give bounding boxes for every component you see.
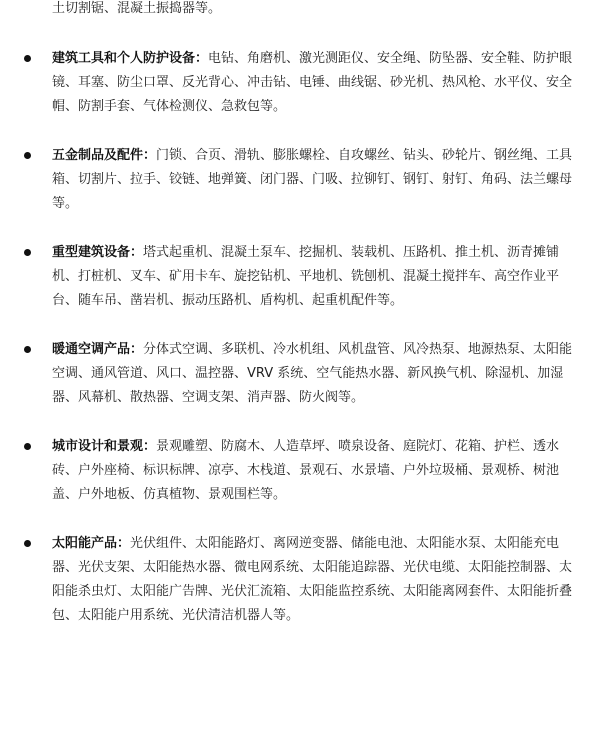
- bullet-icon: [24, 443, 31, 450]
- item-body: 分体式空调、多联机、冷水机组、风机盘管、风冷热泵、地源热泵、太阳能空调、通风管道、风口、温控器、VRV 系统、空气能热水器、新风换气机、除湿机、加湿器、风幕机、散热器、空调支架、消声器、防火阀等。: [52, 342, 573, 405]
- item-title: 建筑工具和个人防护设备：: [52, 51, 209, 66]
- bullet-icon: [24, 540, 31, 547]
- list-item: [22, 47, 579, 119]
- bullet-icon: [24, 55, 31, 62]
- item-body: 电钻、角磨机、激光测距仪、安全绳、防坠器、安全鞋、防护眼镜、耳塞、防尘口罩、反光背心、冲击钻、电锤、曲线锯、砂光机、热风枪、水平仪、安全帽、防割手套、气体检测仪、急救包等。: [52, 51, 573, 114]
- item-body: 门锁、合页、滑轨、膨胀螺栓、自攻螺丝、钻头、砂轮片、钢丝绳、工具箱、切割片、拉手、铰链、地弹簧、闭门器、门吸、拉铆钉、钢钉、射钉、角码、法兰螺母等。: [52, 148, 573, 211]
- item-body: 塔式起重机、混凝土泵车、挖掘机、装载机、压路机、推土机、沥青摊铺机、打桩机、叉车、矿用卡车、旋挖钻机、平地机、铣刨机、混凝土搅拌车、高空作业平台、随车吊、凿岩机、振动压路机、盾构机、起重机配件等。: [52, 245, 560, 308]
- item-body: 景观雕塑、防腐木、人造草坪、喷泉设备、庭院灯、花箱、护栏、透水砖、户外座椅、标识标牌、凉亭、木栈道、景观石、水景墙、户外垃圾桶、景观桥、树池盖、户外地板、仿真植物、景观围栏等。: [52, 439, 560, 502]
- continued-text: 土切割锯、混凝土振捣器等。: [52, 1, 222, 16]
- list-item: [22, 241, 579, 313]
- list-item: [22, 144, 579, 216]
- item-body: 光伏组件、太阳能路灯、离网逆变器、储能电池、太阳能水泵、太阳能充电器、光伏支架、太阳能热水器、微电网系统、太阳能追踪器、光伏电缆、太阳能控制器、太阳能杀虫灯、太阳能广告牌、光伏汇流箱、太阳能监控系统、太阳能离网套件、太阳能折叠包、太阳能户用系统、光伏清洁机器人等。: [52, 536, 573, 623]
- item-title: 太阳能产品：: [52, 536, 131, 551]
- list-item: [22, 435, 579, 507]
- bullet-icon: [24, 346, 31, 353]
- item-title: 暖通空调产品：: [52, 342, 144, 357]
- bullet-icon: [24, 249, 31, 256]
- list-item: [22, 532, 579, 628]
- item-title: 城市设计和景观：: [52, 439, 157, 454]
- list-item: [22, 338, 579, 410]
- bullet-icon: [24, 152, 31, 159]
- item-title: 重型建筑设备：: [52, 245, 144, 260]
- item-title: 五金制品及配件：: [52, 148, 157, 163]
- product-category-list: [22, 47, 579, 628]
